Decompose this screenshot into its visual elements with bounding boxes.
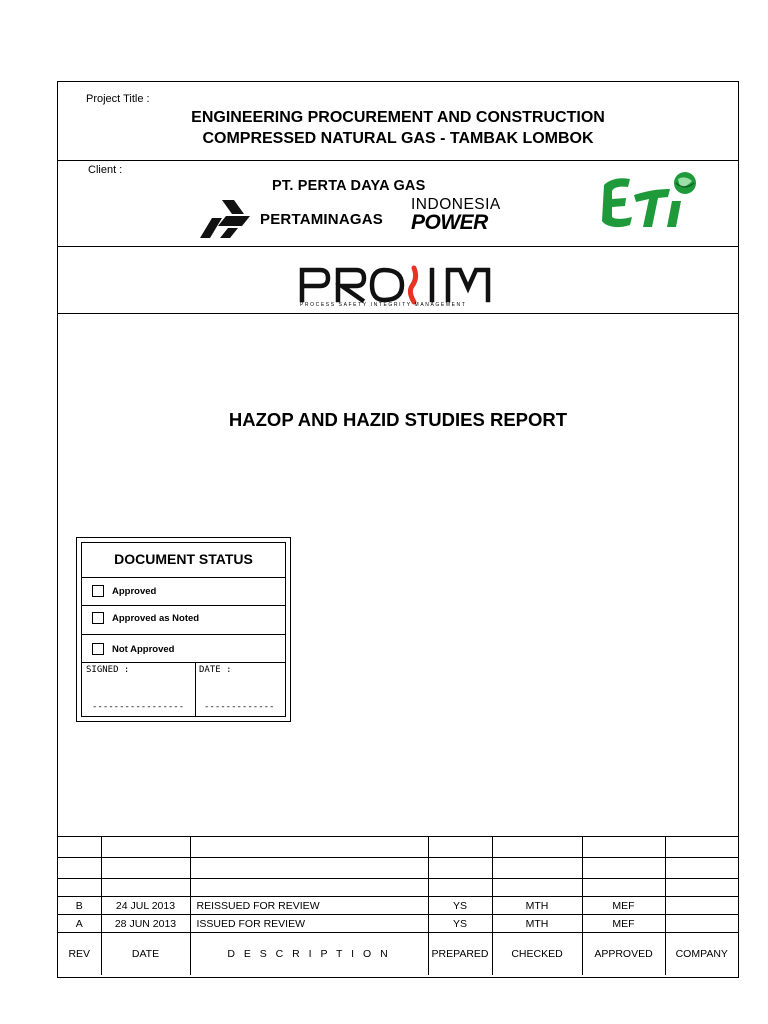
- status-option-not-approved[interactable]: [92, 643, 174, 655]
- prepared-header: PREPARED: [428, 933, 492, 976]
- date-line: -------------: [204, 702, 275, 712]
- divider: [82, 577, 285, 578]
- power-logo-text: POWER: [411, 211, 488, 234]
- divider: [195, 662, 196, 716]
- prosim-logo-subtitle: PROCESS SAFETY INTEGRITY MANAGEMENT: [300, 302, 467, 308]
- signed-label: SIGNED :: [86, 665, 130, 675]
- approved-checkbox[interactable]: [92, 585, 104, 597]
- divider: [58, 313, 738, 314]
- approved-cell: MEF: [582, 915, 665, 933]
- revision-table: [58, 836, 738, 975]
- divider: [58, 246, 738, 247]
- project-title: [58, 107, 738, 149]
- date-label: DATE :: [199, 665, 232, 675]
- signed-line: -----------------: [92, 702, 185, 712]
- approved-label: Approved: [112, 585, 157, 597]
- indonesia-power-logo: [411, 196, 501, 233]
- status-option-approved[interactable]: [92, 585, 156, 597]
- divider: [82, 662, 285, 663]
- cover-sheet-frame: [57, 81, 739, 978]
- description-cell: REISSUED FOR REVIEW: [190, 897, 428, 915]
- eti-logo: [590, 161, 708, 247]
- rev-cell: A: [58, 915, 101, 933]
- description-header: D E S C R I P T I O N: [190, 933, 428, 976]
- revision-row-b: [58, 897, 738, 915]
- pertamina-gas-logo: [200, 200, 383, 238]
- status-option-approved-as-noted[interactable]: [92, 612, 199, 624]
- rev-cell: B: [58, 897, 101, 915]
- table-row: [58, 837, 738, 858]
- revision-row-a: [58, 915, 738, 933]
- approved-header: APPROVED: [582, 933, 665, 976]
- prosim-logo: [298, 260, 498, 312]
- approved-as-noted-checkbox[interactable]: [92, 612, 104, 624]
- divider: [82, 634, 285, 635]
- not-approved-checkbox[interactable]: [92, 643, 104, 655]
- project-title-line-1: ENGINEERING PROCUREMENT AND CONSTRUCTION: [191, 109, 605, 126]
- eti-logo-icon: [590, 161, 708, 247]
- checked-header: CHECKED: [492, 933, 582, 976]
- prepared-cell: YS: [428, 897, 492, 915]
- client-name: PT. PERTA DAYA GAS: [272, 178, 426, 194]
- document-status-title: DOCUMENT STATUS: [114, 551, 253, 567]
- not-approved-label: Not Approved: [112, 643, 175, 655]
- document-status-inner: [81, 542, 286, 717]
- pertamina-arrow-icon: [200, 200, 252, 238]
- client-label: Client :: [88, 164, 123, 176]
- approved-cell: MEF: [582, 897, 665, 915]
- indonesia-logo-text: INDONESIA: [411, 196, 501, 213]
- document-title: HAZOP AND HAZID STUDIES REPORT: [228, 409, 568, 430]
- prepared-cell: YS: [428, 915, 492, 933]
- project-title-label: Project Title :: [86, 93, 150, 105]
- table-row: [58, 879, 738, 897]
- date-cell: 24 JUL 2013: [101, 897, 190, 915]
- document-status-box: [76, 537, 291, 722]
- date-cell: 28 JUN 2013: [101, 915, 190, 933]
- company-cell: [665, 897, 738, 915]
- checked-cell: MTH: [492, 915, 582, 933]
- approved-as-noted-label: Approved as Noted: [112, 612, 200, 624]
- rev-header: REV: [58, 933, 101, 976]
- revision-header-row: [58, 933, 738, 976]
- date-header: DATE: [101, 933, 190, 976]
- company-header: COMPANY: [665, 933, 738, 976]
- checked-cell: MTH: [492, 897, 582, 915]
- pertamina-logo-text: PERTAMINAGAS: [260, 210, 383, 228]
- project-title-line-2: COMPRESSED NATURAL GAS - TAMBAK LOMBOK: [202, 130, 594, 147]
- divider: [82, 605, 285, 606]
- description-cell: ISSUED FOR REVIEW: [190, 915, 428, 933]
- company-cell: [665, 915, 738, 933]
- table-row: [58, 858, 738, 879]
